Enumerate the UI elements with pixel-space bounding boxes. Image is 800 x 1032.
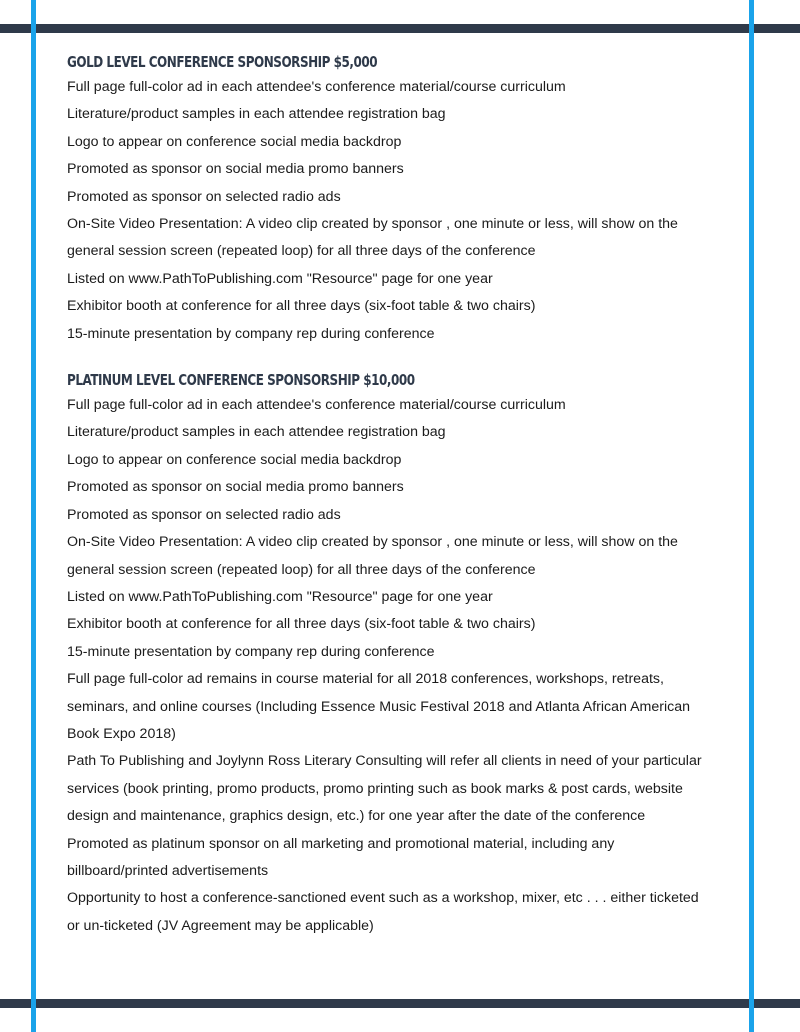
gold-sponsorship-section xyxy=(67,50,707,348)
list-item: Literature/product samples in each attendee registration bag xyxy=(67,106,446,123)
list-item: Logo to appear on conference social media backdrop xyxy=(67,133,402,150)
list-item: Logo to appear on conference social media backdrop xyxy=(67,451,402,468)
bottom-border-bar xyxy=(0,999,800,1008)
list-item: Full page full-color ad in each attendee's conference material/course curriculum xyxy=(67,79,566,95)
list-item: Full page full-color ad remains in course material for all 2018 conferences, workshops, retreats, seminars, and online courses (Including Essence Music Festival 2018 and Atlanta African American Book Expo 2018) xyxy=(67,671,691,742)
list-item: Path To Publishing and Joylynn Ross Literary Consulting will refer all clients in need of your particular services (book printing, promo products, promo printing such as book marks & post cards, website design and maintenance, graphics design, etc.) for one year after the date of the conference xyxy=(67,753,702,825)
list-item: 15-minute presentation by company rep during conference xyxy=(67,325,435,342)
list-item: Promoted as sponsor on selected radio ads xyxy=(67,506,341,523)
list-item: Promoted as platinum sponsor on all marketing and promotional material, including any billboard/printed advertisements xyxy=(67,835,615,879)
section-title: GOLD LEVEL CONFERENCE SPONSORSHIP $5,000 xyxy=(67,53,378,71)
right-accent-line xyxy=(749,0,754,1032)
list-item: Opportunity to host a conference-sanctioned event such as a workshop, mixer, etc . . . either ticketed or un-ticketed (JV Agreement may be applicable) xyxy=(67,890,699,934)
list-item: Literature/product samples in each attendee registration bag xyxy=(67,424,446,441)
list-item: Exhibitor booth at conference for all three days (six-foot table & two chairs) xyxy=(67,616,536,633)
benefit-list xyxy=(67,74,707,348)
list-item: Full page full-color ad in each attendee's conference material/course curriculum xyxy=(67,397,566,414)
list-item: Promoted as sponsor on social media promo banners xyxy=(67,161,404,178)
list-item: Exhibitor booth at conference for all three days (six-foot table & two chairs) xyxy=(67,298,536,315)
list-item: Promoted as sponsor on social media promo banners xyxy=(67,479,404,496)
page-content xyxy=(67,50,707,940)
list-item: 15-minute presentation by company rep during conference xyxy=(67,643,435,660)
platinum-sponsorship-section xyxy=(67,368,707,940)
left-accent-line xyxy=(31,0,36,1032)
list-item: On-Site Video Presentation: A video clip created by sponsor , one minute or less, will show on the general session screen (repeated loop) for all three days of the conference xyxy=(67,534,678,578)
top-border-bar xyxy=(0,24,800,33)
section-title: PLATINUM LEVEL CONFERENCE SPONSORSHIP $10,000 xyxy=(67,371,415,390)
list-item: Listed on www.PathToPublishing.com "Resource" page for one year xyxy=(67,270,493,287)
benefit-list xyxy=(67,392,707,940)
list-item: Promoted as sponsor on selected radio ads xyxy=(67,188,341,205)
list-item: On-Site Video Presentation: A video clip created by sponsor , one minute or less, will show on the general session screen (repeated loop) for all three days of the conference xyxy=(67,216,678,260)
list-item: Listed on www.PathToPublishing.com "Resource" page for one year xyxy=(67,588,493,605)
